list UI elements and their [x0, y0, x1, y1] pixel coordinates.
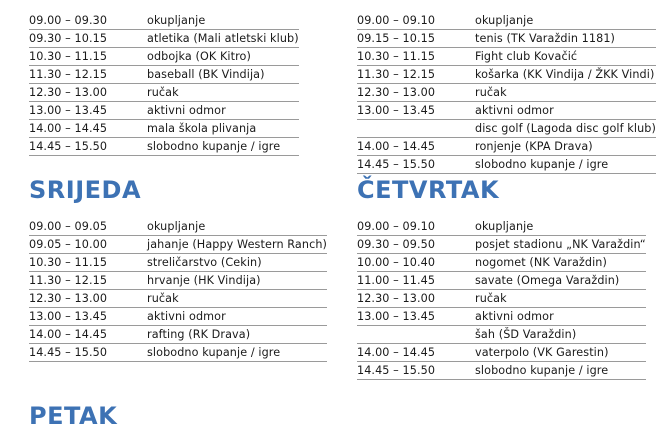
- schedule-row: [357, 30, 656, 48]
- time-range: 11.00 – 11.45: [357, 273, 436, 287]
- schedule-row: [29, 48, 299, 66]
- schedule-row: [357, 156, 656, 174]
- activity-label: vaterpolo (VK Garestin): [475, 345, 609, 359]
- activity-label: aktivni odmor: [475, 309, 554, 323]
- schedule-row: [29, 272, 327, 290]
- schedule-rows: [29, 12, 299, 156]
- activity-label: slobodno kupanje / igre: [475, 363, 609, 377]
- activity-label: ronjenje (KPA Drava): [475, 139, 593, 153]
- time-range: 13.00 – 13.45: [29, 103, 108, 117]
- time-range: 09.00 – 09.10: [357, 13, 436, 27]
- time-range: 11.30 – 12.15: [29, 67, 108, 81]
- schedule-row: [29, 12, 299, 30]
- activity-label: ručak: [147, 291, 179, 305]
- schedule-rows: [29, 218, 327, 362]
- activity-label: nogomet (NK Varaždin): [475, 255, 607, 269]
- schedule-row: [29, 290, 327, 308]
- time-range: 12.30 – 13.00: [29, 291, 108, 305]
- time-range: 12.30 – 13.00: [357, 291, 436, 305]
- activity-label: aktivni odmor: [147, 309, 226, 323]
- activity-label: slobodno kupanje / igre: [147, 345, 281, 359]
- activity-label: atletika (Mali atletski klub): [147, 31, 299, 45]
- day-heading: ČETVRTAK: [357, 176, 500, 204]
- time-range: 14.45 – 15.50: [29, 345, 108, 359]
- time-range: 14.45 – 15.50: [357, 363, 436, 377]
- time-range: 09.00 – 09.10: [357, 219, 436, 233]
- activity-label: slobodno kupanje / igre: [475, 157, 609, 171]
- time-range: 14.45 – 15.50: [357, 157, 436, 171]
- schedule-row: [29, 254, 327, 272]
- activity-label: šah (ŠD Varaždin): [475, 327, 577, 341]
- schedule-row: [29, 120, 299, 138]
- time-range: 10.30 – 11.15: [29, 255, 108, 269]
- schedule-row: [29, 102, 299, 120]
- schedule-row: [357, 120, 656, 138]
- schedule-row: [29, 84, 299, 102]
- activity-label: odbojka (OK Kitro): [147, 49, 251, 63]
- time-range: 10.00 – 10.40: [357, 255, 436, 269]
- activity-label: jahanje (Happy Western Ranch): [147, 237, 327, 251]
- schedule-row: [29, 138, 299, 156]
- activity-label: rafting (RK Drava): [147, 327, 251, 341]
- schedule-row: [29, 66, 299, 84]
- schedule-row: [357, 362, 646, 380]
- activity-label: streličarstvo (Cekin): [147, 255, 262, 269]
- time-range: 10.30 – 11.15: [357, 49, 436, 63]
- time-range: 10.30 – 11.15: [29, 49, 108, 63]
- activity-label: Fight club Kovačić: [475, 49, 578, 63]
- schedule-row: [29, 308, 327, 326]
- time-range: 12.30 – 13.00: [29, 85, 108, 99]
- time-range: 09.00 – 09.30: [29, 13, 108, 27]
- time-range: 11.30 – 12.15: [357, 67, 436, 81]
- activity-label: aktivni odmor: [147, 103, 226, 117]
- schedule-row: [357, 236, 646, 254]
- schedule-row: [357, 272, 646, 290]
- time-range: 14.00 – 14.45: [29, 327, 108, 341]
- activity-label: ručak: [147, 85, 179, 99]
- time-range: 09.30 – 10.15: [29, 31, 108, 45]
- time-range: 14.00 – 14.45: [357, 345, 436, 359]
- activity-label: savate (Omega Varaždin): [475, 273, 620, 287]
- schedule-rows: [357, 12, 656, 174]
- activity-label: slobodno kupanje / igre: [147, 139, 281, 153]
- schedule-row: [29, 344, 327, 362]
- time-range: 13.00 – 13.45: [357, 103, 436, 117]
- day-heading: SRIJEDA: [29, 176, 142, 204]
- activity-label: hrvanje (HK Vindija): [147, 273, 261, 287]
- time-range: 14.45 – 15.50: [29, 139, 108, 153]
- activity-label: okupljanje: [147, 219, 206, 233]
- schedule-row: [357, 48, 656, 66]
- schedule-row: [29, 326, 327, 344]
- time-range: 09.15 – 10.15: [357, 31, 436, 45]
- schedule-rows: [357, 218, 646, 380]
- activity-label: ručak: [475, 291, 507, 305]
- time-range: 09.05 – 10.00: [29, 237, 108, 251]
- schedule-row: [357, 308, 646, 326]
- activity-label: okupljanje: [475, 219, 534, 233]
- time-range: 13.00 – 13.45: [357, 309, 436, 323]
- time-range: 12.30 – 13.00: [357, 85, 436, 99]
- time-range: 14.00 – 14.45: [29, 121, 108, 135]
- activity-label: aktivni odmor: [475, 103, 554, 117]
- activity-label: košarka (KK Vindija / ŽKK Vindi): [475, 67, 655, 81]
- activity-label: baseball (BK Vindija): [147, 67, 265, 81]
- activity-label: tenis (TK Varaždin 1181): [475, 31, 616, 45]
- schedule-row: [357, 326, 646, 344]
- schedule-row: [357, 84, 656, 102]
- time-range: 13.00 – 13.45: [29, 309, 108, 323]
- schedule-row: [357, 344, 646, 362]
- activity-label: posjet stadionu „NK Varaždin“: [475, 237, 646, 251]
- activity-label: ručak: [475, 85, 507, 99]
- activity-label: okupljanje: [147, 13, 206, 27]
- schedule-row: [357, 290, 646, 308]
- schedule-row: [357, 254, 646, 272]
- schedule-row: [357, 218, 646, 236]
- schedule-row: [357, 138, 656, 156]
- day-heading: PETAK: [29, 402, 118, 430]
- schedule-row: [29, 218, 327, 236]
- activity-label: disc golf (Lagoda disc golf klub): [475, 121, 656, 135]
- time-range: 11.30 – 12.15: [29, 273, 108, 287]
- time-range: 14.00 – 14.45: [357, 139, 436, 153]
- schedule-row: [357, 66, 656, 84]
- schedule-row: [357, 102, 656, 120]
- time-range: 09.00 – 09.05: [29, 219, 108, 233]
- schedule-row: [357, 12, 656, 30]
- schedule-row: [29, 236, 327, 254]
- schedule-row: [29, 30, 299, 48]
- activity-label: mala škola plivanja: [147, 121, 257, 135]
- time-range: 09.30 – 09.50: [357, 237, 436, 251]
- activity-label: okupljanje: [475, 13, 534, 27]
